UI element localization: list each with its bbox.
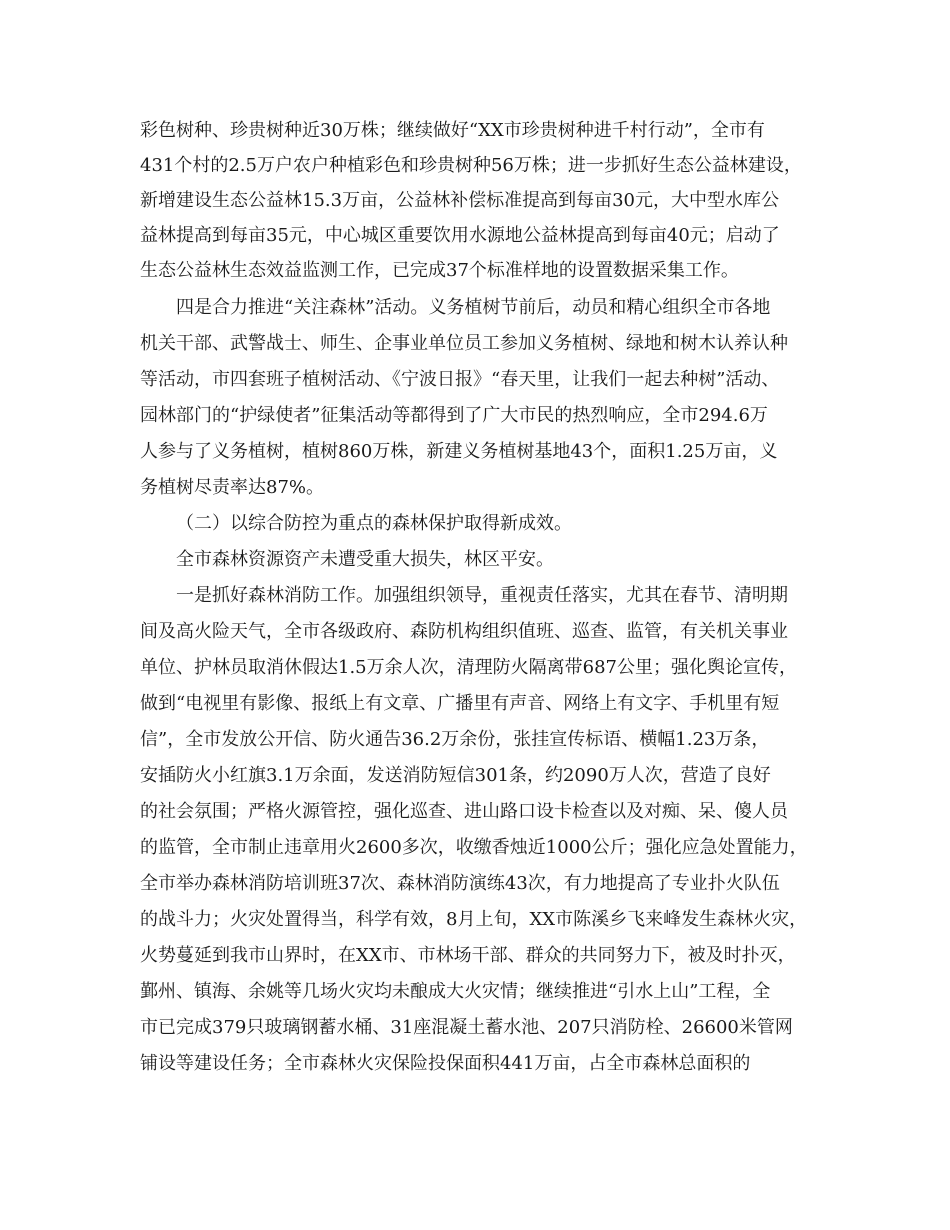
text-line: 的战斗力；火灾处置得当，科学有效，8月上旬，XX市陈溪乡飞来峰发生森林火灾，: [140, 909, 808, 930]
text-line: 市已完成379只玻璃钢蓄水桶、31座混凝土蓄水池、207只消防栓、26600米管网: [140, 1017, 793, 1038]
text-line: 431个村的2.5万户农户种植彩色和珍贵树种56万株；进一步抓好生态公益林建设，: [140, 155, 802, 176]
text-line: 间及高火险天气，全市各级政府、森防机构组织值班、巡查、监管，有关机关事业: [140, 621, 788, 642]
text-line: 鄞州、镇海、余姚等几场火灾均未酿成大火灾情；继续推进“引水上山”工程，全: [140, 981, 771, 1002]
paragraph-first-line: 四是合力推进“关注森林”活动。义务植树节前后，动员和精心组织全市各地: [176, 297, 771, 318]
text-line: 安插防火小红旗3.1万余面，发送消防短信301条，约2090万人次，营造了良好: [140, 765, 771, 786]
text-line: 园林部门的“护绿使者”征集活动等都得到了广大市民的热烈响应，全市294.6万: [140, 405, 768, 426]
text-line: 务植树尽责率达87%。: [140, 477, 325, 498]
text-line: 做到“电视里有影像、报纸上有文章、广播里有声音、网络上有文字、手机里有短: [140, 693, 780, 714]
text-line: 人参与了义务植树，植树860万株，新建义务植树基地43个，面积1.25万亩，义: [140, 441, 778, 462]
text-line: 等活动，市四套班子植树活动、《宁波日报》“春天里，让我们一起去种树”活动、: [140, 369, 780, 390]
paragraph-first-line: 一是抓好森林消防工作。加强组织领导，重视责任落实，尤其在春节、清明期: [176, 585, 788, 606]
text-line: 的社会氛围；严格火源管控，强化巡查、进山路口设卡检查以及对痴、呆、傻人员: [140, 801, 788, 822]
section-heading: （二）以综合防控为重点的森林保护取得新成效。: [176, 513, 572, 534]
text-line: 单位、护林员取消休假达1.5万余人次，清理防火隔离带687公里；强化舆论宣传，: [140, 657, 797, 678]
text-line: 生态公益林生态效益监测工作，已完成37个标准样地的设置数据采集工作。: [140, 260, 739, 281]
text-line: 铺设等建设任务；全市森林火灾保险投保面积441万亩，占全市森林总面积的: [140, 1053, 751, 1074]
text-line: 的监管，全市制止违章用火2600多次，收缴香烛近1000公斤；强化应急处置能力，: [140, 837, 808, 858]
paragraph-first-line: 全市森林资源资产未遭受重大损失，林区平安。: [176, 549, 554, 570]
text-line: 益林提高到每亩35元，中心城区重要饮用水源地公益林提高到每亩40元；启动了: [140, 225, 780, 246]
text-line: 信”，全市发放公开信、防火通告36.2万余份，张挂宣传标语、横幅1.23万条，: [140, 729, 770, 750]
text-line: 机关干部、武警战士、师生、企事业单位员工参加义务植树、绿地和树木认养认种: [140, 333, 788, 354]
text-line: 新增建设生态公益林15.3万亩，公益林补偿标准提高到每亩30元，大中型水库公: [140, 190, 779, 211]
text-line: 全市举办森林消防培训班37次、森林消防演练43次，有力地提高了专业扑火队伍: [140, 873, 780, 894]
text-line: 彩色树种、珍贵树种近30万株；继续做好“XX市珍贵树种进千村行动”，全市有: [140, 120, 765, 141]
text-line: 火势蔓延到我市山界时，在XX市、市林场干部、群众的共同努力下，被及时扑灭，: [140, 945, 796, 966]
